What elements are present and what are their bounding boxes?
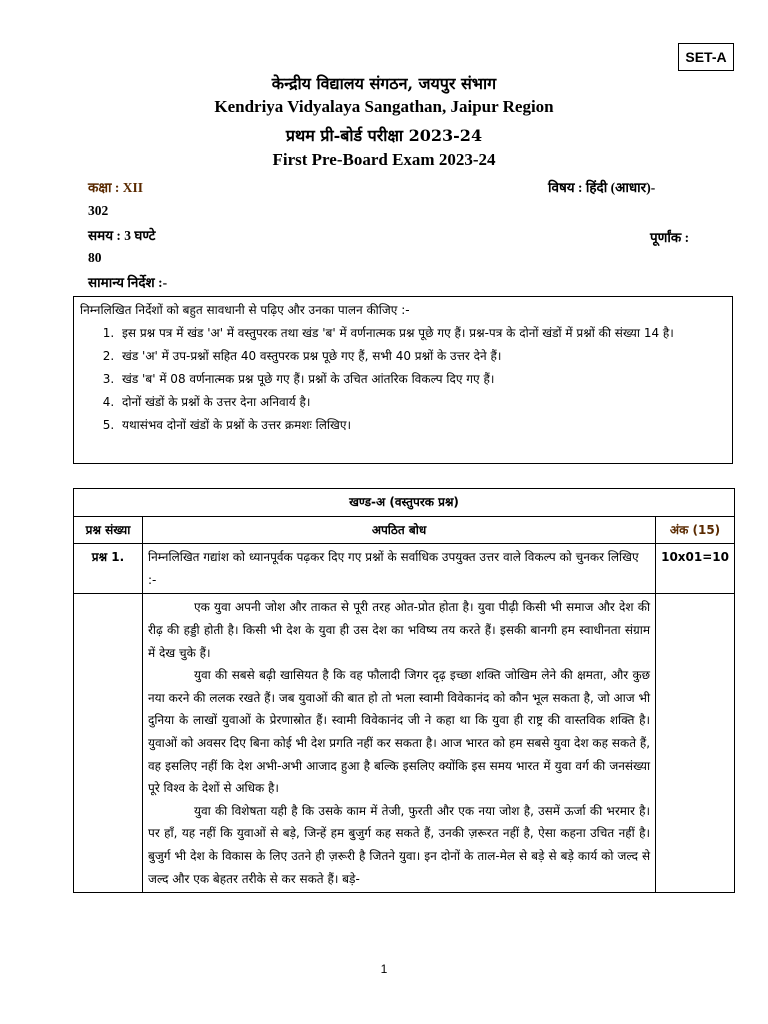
instructions-box xyxy=(73,296,733,464)
subject-info: विषय : हिंदी (आधार)- xyxy=(548,180,656,195)
instruction-item: 1. इस प्रश्न पत्र में खंड 'अ' में वस्तुपरक तथा खंड 'ब' में वर्णनात्मक प्रश्न पूछे गए हैं। प्रश्न-पत्र के दोनों खंडों में प्रश्नों की संख्या 14 है। xyxy=(118,322,726,345)
max-marks-label: पूर्णांक : xyxy=(650,230,690,245)
passage-paragraph: युवा की विशेषता यही है कि उसके काम में तेजी, फुरती और एक नया जोश है, उसमें ऊर्जा की भरमार है। पर हाँ, यह नहीं कि युवाओं से बड़े, जिन्हें हम बुजुर्ग कह सकते हैं, उनकी ज़रूरत नहीं है, ऐसा कहना उचित नहीं है। बुजुर्ग भी देश के विकास के लिए उतने ही ज़रूरी है जितने युवा। इन दोनों के ताल-मेल से बड़े से बड़े कार्य को जल्द से जल्द और एक बेहतर तरीके से कर सकते हैं। बड़े- xyxy=(148,803,651,886)
instruction-item: 5. यथासंभव दोनों खंडों के प्रश्नों के उत्तर क्रमशः लिखिए। xyxy=(118,414,726,437)
col-question-no: प्रश्न संख्या xyxy=(74,516,143,544)
class-label: कक्षा : xyxy=(88,180,120,195)
section-title-row xyxy=(74,489,735,517)
question-marks: 10x01=10 xyxy=(656,544,735,594)
class-info xyxy=(88,178,143,196)
exam-title-english: First Pre-Board Exam 2023-24 xyxy=(272,150,496,169)
passage-cell xyxy=(143,594,656,893)
col-marks: अंक (15) xyxy=(656,516,735,544)
page-number: 1 xyxy=(380,962,388,976)
question-number: प्रश्न 1. xyxy=(74,544,143,594)
passage-paragraph: युवा की सबसे बढ़ी खासियत है कि वह फौलादी जिगर दृढ़ इच्छा शक्ति जोखिम लेने की क्षमता, और कुछ नया करने की ललक रखते हैं। जब युवाओं की बात हो तो भला स्वामी विवेकानंद को कौन भूल सकता है, जो आज भी दुनिया के लाखों युवाओं के प्रेरणास्रोत हैं। स्वामी विवेकानंद जी ने कहा था कि युवा ही राष्ट्र की वास्तविक शक्ति है। युवाओं को अवसर दिए बिना कोई भी देश प्रगति नहीं कर सकता है। आज भारत को हम सबसे युवा देश कह सकते हैं, वह इसलिए नहीं कि देश अभी-अभी आजाद हुआ है बल्कि इसलिए क्योंकि इस समय भारत में युवा वर्ग की जनसंख्या पूरे विश्व के देशों से अधिक है। xyxy=(148,668,651,796)
passage-paragraph: एक युवा अपनी जोश और ताकत से पूरी तरह ओत-प्रोत होता है। युवा पीढ़ी किसी भी समाज और देश की रीढ़ की हड्डी होती है। किसी भी देश के युवा ही उस देश का भविष्य तय करते हैं। इसकी बानगी हम स्वाधीनता संग्राम में देख चुके हैं। xyxy=(148,600,651,660)
exam-title-hindi: प्रथम प्री-बोर्ड परीक्षा 2023-24 xyxy=(285,126,483,145)
org-title-hindi: केन्द्रीय विद्यालय संगठन, जयपुर संभाग xyxy=(271,74,497,93)
max-marks-value: 80 xyxy=(88,250,102,265)
org-title-english: Kendriya Vidyalaya Sangathan, Jaipur Region xyxy=(214,97,554,116)
set-label: SET-A xyxy=(678,43,734,71)
instruction-item: 2. खंड 'अ' में उप-प्रश्नों सहित 40 वस्तुपरक प्रश्न पूछे गए हैं, सभी 40 प्रश्नों के उत्तर देने हैं। xyxy=(118,345,726,368)
section-title: खण्ड-अ (वस्तुपरक प्रश्न) xyxy=(74,489,735,517)
question-table xyxy=(73,488,735,893)
instruction-item: 3. खंड 'ब' में 08 वर्णनात्मक प्रश्न पूछे गए हैं। प्रश्नों के उचित आंतरिक विकल्प दिए गए हैं। xyxy=(118,368,726,391)
question-text: निम्नलिखित गद्यांश को ध्यानपूर्वक पढ़कर दिए गए प्रश्नों के सर्वाधिक उपयुक्त उत्तर वाले विकल्प को चुनकर लिखिए :- xyxy=(143,544,656,594)
class-value: XII xyxy=(122,180,144,195)
empty-cell xyxy=(74,594,143,893)
passage-row xyxy=(74,594,735,893)
instruction-item: 4. दोनों खंडों के प्रश्नों के उत्तर देना अनिवार्य है। xyxy=(118,391,726,414)
instructions-intro: निम्नलिखित निर्देशों को बहुत सावधानी से पढ़िए और उनका पालन कीजिए :- xyxy=(80,303,410,317)
time-info: समय : 3 घण्टे xyxy=(88,228,156,243)
table-header-row xyxy=(74,516,735,544)
general-instructions-heading: सामान्य निर्देश :- xyxy=(88,275,168,290)
instructions-list xyxy=(80,322,726,437)
subject-code: 302 xyxy=(88,203,109,218)
empty-cell xyxy=(656,594,735,893)
col-topic: अपठित बोध xyxy=(143,516,656,544)
table-row xyxy=(74,544,735,594)
